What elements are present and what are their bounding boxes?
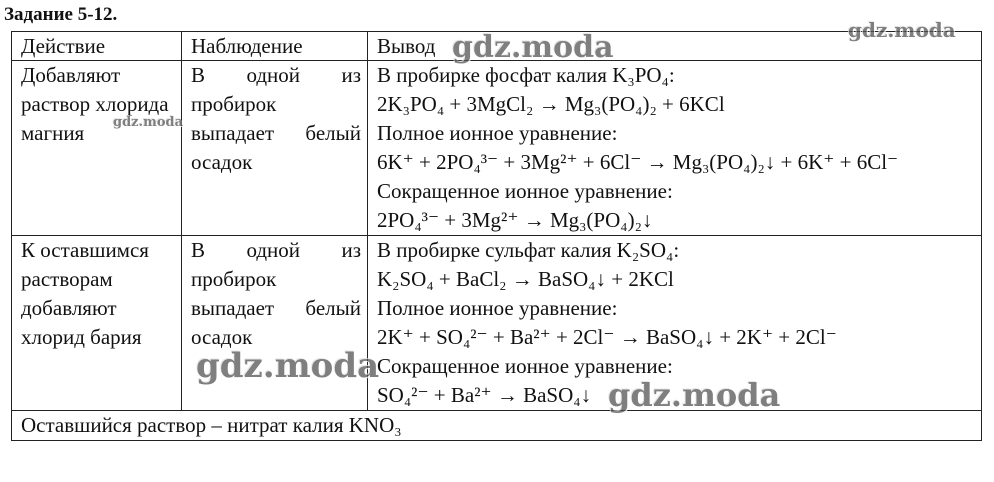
- row2-full-equation: 2K⁺ + SO₄²⁻ + Ba²⁺ + 2Cl⁻ → BaSO₄↓ + 2K⁺ + 2Cl⁻: [377, 325, 837, 349]
- watermark: gdz.moda: [113, 115, 184, 130]
- row1-intro: В пробирке фосфат калия K₃PO₄:: [377, 63, 675, 87]
- task-title: Задание 5-12.: [4, 4, 118, 25]
- header-observation: Наблюдение: [182, 32, 368, 61]
- watermark: gdz.moda: [608, 376, 781, 414]
- row1-action: Добавляют раствор хлорида магния: [12, 61, 182, 236]
- watermark: gdz.moda: [848, 18, 956, 42]
- row1-conclusion: [368, 61, 982, 236]
- footer-text: Оставшийся раствор – нитрат калия KNO₃: [12, 411, 982, 441]
- answer-table: [11, 31, 982, 441]
- row2-short-equation: SO₄²⁻ + Ba²⁺ → BaSO₄↓: [377, 383, 592, 407]
- row1-full-equation: 6K⁺ + 2PO₄³⁻ + 3Mg²⁺ + 6Cl⁻ → Mg₃(PO₄)₂↓ + 6K⁺ + 6Cl⁻: [377, 150, 899, 174]
- row1-short-equation: 2PO₄³⁻ + 3Mg²⁺ → Mg₃(PO₄)₂↓: [377, 208, 653, 232]
- row1-full-label: Полное ионное уравнение:: [377, 121, 618, 145]
- watermark: gdz.moda: [196, 346, 380, 386]
- header-action: Действие: [12, 32, 182, 61]
- table-row: [12, 236, 982, 411]
- row2-short-label: Сокращенное ионное уравнение:: [377, 354, 673, 378]
- watermark: gdz.moda: [452, 30, 614, 65]
- row1-observation: В одной из пробирок выпадает белый осадок: [182, 61, 368, 236]
- row2-action: К оставшимся растворам добавляют хлорид бария: [12, 236, 182, 411]
- footer-row: [12, 411, 982, 441]
- row2-observation: В одной из пробирок выпадает белый осадок: [182, 236, 368, 411]
- row1-short-label: Сокращенное ионное уравнение:: [377, 179, 673, 203]
- row2-equation: K₂SO₄ + BaCl₂ → BaSO₄↓ + 2KCl: [377, 267, 674, 291]
- table-row: [12, 61, 982, 236]
- row2-full-label: Полное ионное уравнение:: [377, 296, 618, 320]
- row2-intro: В пробирке сульфат калия K₂SO₄:: [377, 238, 680, 262]
- header-conclusion: Вывод: [368, 32, 982, 61]
- row1-equation: 2K₃PO₄ + 3MgCl₂ → Mg₃(PO₄)₂ + 6KCl: [377, 92, 725, 116]
